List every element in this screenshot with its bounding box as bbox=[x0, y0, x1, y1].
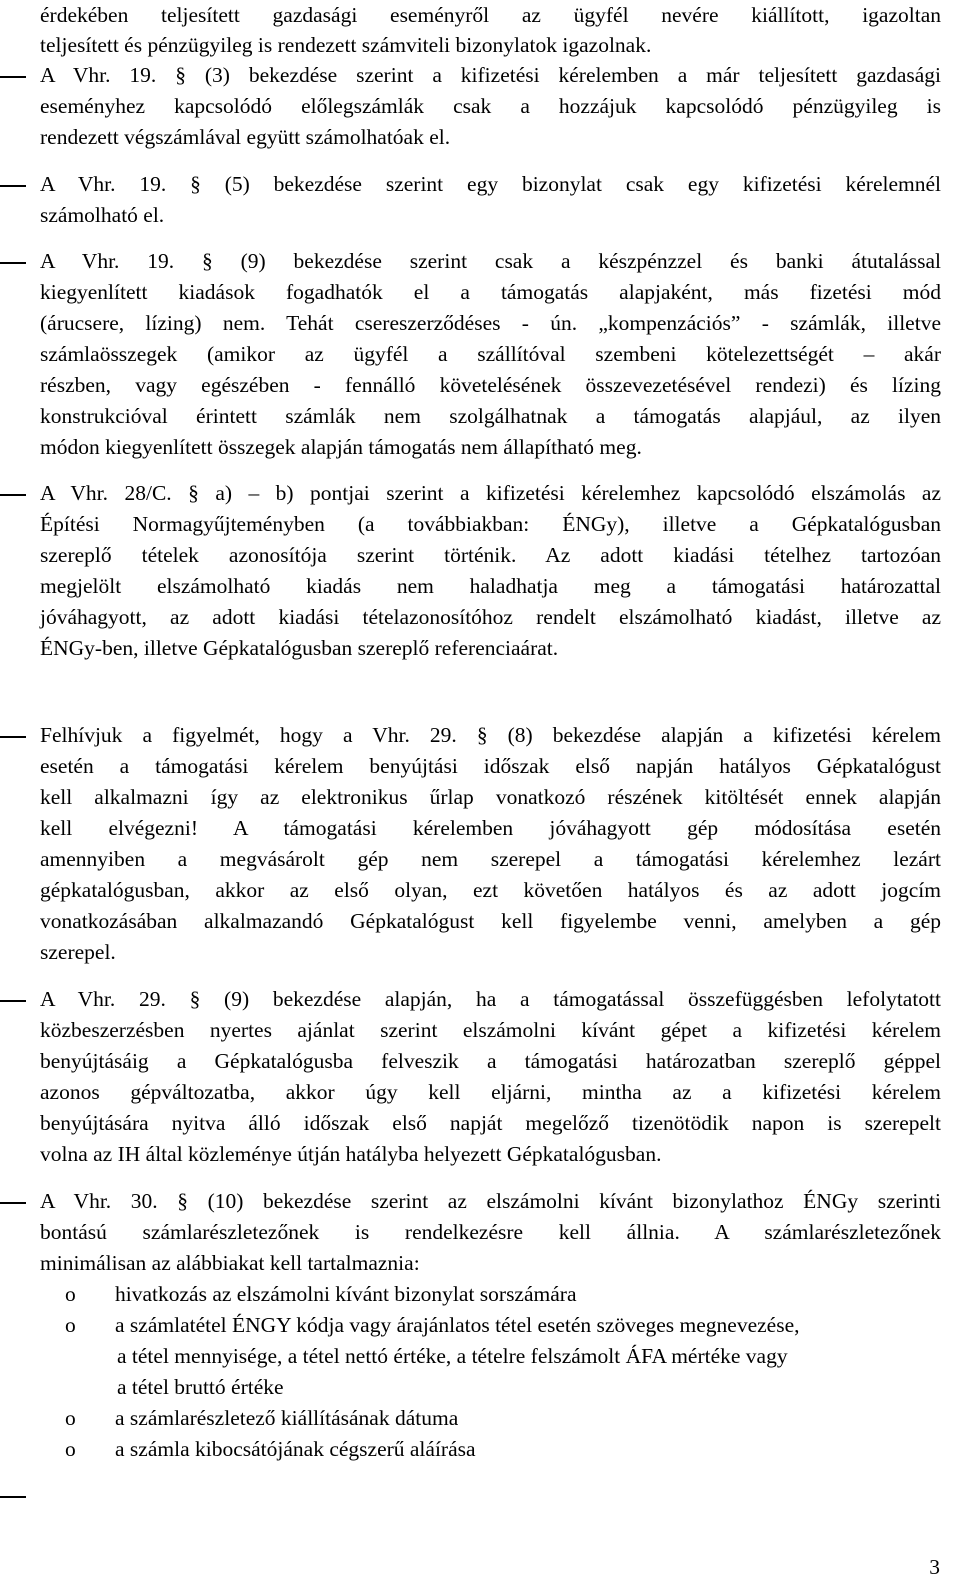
paragraph-line: (árucsere, lízing) nem. Tehát csereszerződéses - ún. „kompenzációs” - számlák, illetve bbox=[40, 311, 941, 335]
paragraph-line: számolható el. bbox=[40, 203, 165, 227]
list-item: a számlarészletező kiállításának dátuma bbox=[115, 1406, 459, 1430]
list-item-continuation: a tétel bruttó értéke bbox=[117, 1375, 284, 1399]
paragraph-line: kiegyenlített kiadások fogadhatók el a támogatás alapjaként, más fizetési mód bbox=[40, 280, 941, 304]
list-bullet-marker: o bbox=[65, 1313, 76, 1337]
paragraph-line: megjelölt elszámolható kiadás nem haladhatja meg a támogatási határozattal bbox=[40, 574, 941, 598]
list-bullet-marker: o bbox=[65, 1406, 76, 1430]
paragraph-line: amennyiben a megvásárolt gép nem szerepel a támogatási kérelemhez lezárt bbox=[40, 847, 941, 871]
paragraph-line: minimálisan az alábbiakat kell tartalmaznia: bbox=[40, 1251, 420, 1275]
paragraph-line: ÉNGy-ben, illetve Gépkatalógusban szereplő referenciaárat. bbox=[40, 636, 559, 660]
dash-bullet bbox=[0, 262, 26, 264]
dash-bullet bbox=[0, 736, 26, 738]
paragraph-line: kell elvégezni! A támogatási kérelemben jóváhagyott gép módosítása esetén bbox=[40, 816, 941, 840]
paragraph-line: szerepel. bbox=[40, 940, 116, 964]
paragraph-line: A Vhr. 28/C. § a) – b) pontjai szerint a kifizetési kérelemhez kapcsolódó elszámolás az bbox=[40, 481, 941, 505]
paragraph-line: benyújtására nyitva álló időszak első napját megelőző tizenötödik napon is szerepelt bbox=[40, 1111, 941, 1135]
paragraph-line: azonos gépváltozatba, akkor úgy kell eljárni, mintha az a kifizetési kérelem bbox=[40, 1080, 941, 1104]
paragraph-line: vonatkozásában alkalmazandó Gépkatalógust kell figyelembe venni, amelyben a gép bbox=[40, 909, 941, 933]
paragraph-line: benyújtásáig a Gépkatalógusba felveszik a támogatási határozatban szereplő géppel bbox=[40, 1049, 941, 1073]
list-item: hivatkozás az elszámolni kívánt bizonylat sorszámára bbox=[115, 1282, 577, 1306]
paragraph-line: A Vhr. 19. § (5) bekezdése szerint egy bizonylat csak egy kifizetési kérelemnél bbox=[40, 172, 941, 196]
dash-bullet bbox=[0, 185, 26, 187]
list-item: a számla kibocsátójának cégszerű aláírása bbox=[115, 1437, 476, 1461]
paragraph-line: részben, vagy egészében - fennálló követelésének összevezetésével rendezi) és lízing bbox=[40, 373, 941, 397]
dash-bullet bbox=[0, 76, 26, 78]
paragraph-line: konstrukcióval érintett számlák nem szolgálhatnak a támogatás alapjául, az ilyen bbox=[40, 404, 941, 428]
dash-bullet bbox=[0, 1000, 26, 1002]
intro-line: érdekében teljesített gazdasági eseményről az ügyfél nevére kiállított, igazoltan bbox=[40, 3, 941, 27]
paragraph-line: A Vhr. 29. § (9) bekezdése alapján, ha a támogatással összefüggésben lefolytatott bbox=[40, 987, 941, 1011]
paragraph-line: módon kiegyenlített összegek alapján támogatás nem állapítható meg. bbox=[40, 435, 642, 459]
paragraph-line: A Vhr. 30. § (10) bekezdése szerint az elszámolni kívánt bizonylathoz ÉNGy szerinti bbox=[40, 1189, 941, 1213]
paragraph-line: szereplő tételek azonosítója szerint történik. Az adott kiadási tételhez tartozóan bbox=[40, 543, 941, 567]
paragraph-line: volna az IH által közleménye útján hatályba helyezett Gépkatalógusban. bbox=[40, 1142, 662, 1166]
paragraph-line: eseményhez kapcsolódó előlegszámlák csak a hozzájuk kapcsolódó pénzügyileg is bbox=[40, 94, 941, 118]
list-item-continuation: a tétel mennyisége, a tétel nettó értéke, a tételre felszámolt ÁFA mértéke vagy bbox=[117, 1344, 788, 1368]
paragraph-line: jóváhagyott, az adott kiadási tételazonosítóhoz rendelt elszámolható kiadást, illetve az bbox=[40, 605, 941, 629]
dash-bullet bbox=[0, 494, 26, 496]
paragraph-line: számlaösszegek (amikor az ügyfél a szállítóval szembeni kötelezettségét – akár bbox=[40, 342, 941, 366]
paragraph-line: A Vhr. 19. § (3) bekezdése szerint a kifizetési kérelemben a már teljesített gazdasági bbox=[40, 63, 941, 87]
dash-bullet bbox=[0, 1202, 26, 1204]
paragraph-line: kell alkalmazni így az elektronikus űrlap vonatkozó részének kitöltését ennek alapján bbox=[40, 785, 941, 809]
paragraph-line: bontású számlarészletezőnek is rendelkezésre kell állnia. A számlarészletezőnek bbox=[40, 1220, 941, 1244]
paragraph-line: közbeszerzésben nyertes ajánlat szerint elszámolni kívánt gépet a kifizetési kérelem bbox=[40, 1018, 941, 1042]
list-bullet-marker: o bbox=[65, 1437, 76, 1461]
page-number: 3 bbox=[929, 1555, 940, 1579]
paragraph-line: rendezett végszámlával együtt számolhatóak el. bbox=[40, 125, 451, 149]
paragraph-line: gépkatalógusban, akkor az első olyan, ezt követően hatályos és az adott jogcím bbox=[40, 878, 941, 902]
list-bullet-marker: o bbox=[65, 1282, 76, 1306]
paragraph-line: Felhívjuk a figyelmét, hogy a Vhr. 29. § (8) bekezdése alapján a kifizetési kérelem bbox=[40, 723, 941, 747]
paragraph-line: A Vhr. 19. § (9) bekezdése szerint csak a készpénzzel és banki átutalással bbox=[40, 249, 941, 273]
paragraph-line: Építési Normagyűjteményben (a továbbiakban: ÉNGy), illetve a Gépkatalógusban bbox=[40, 512, 941, 536]
dash-bullet bbox=[0, 1496, 26, 1498]
list-item: a számlatétel ÉNGY kódja vagy árajánlatos tétel esetén szöveges megnevezése, bbox=[115, 1313, 800, 1337]
paragraph-line: esetén a támogatási kérelem benyújtási időszak első napján hatályos Gépkatalógust bbox=[40, 754, 941, 778]
intro-line: teljesített és pénzügyileg is rendezett számviteli bizonylatok igazolnak. bbox=[40, 33, 652, 57]
